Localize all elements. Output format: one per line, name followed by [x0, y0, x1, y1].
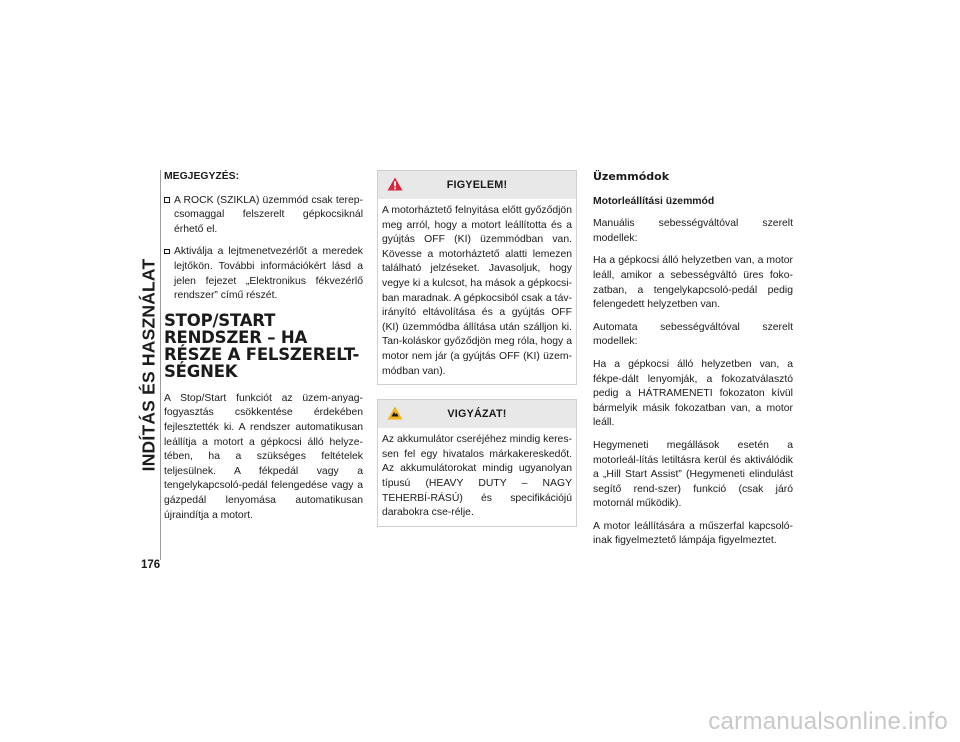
column-left — [164, 170, 363, 531]
caution-triangle-icon — [387, 406, 403, 420]
square-bullet-icon — [164, 197, 170, 203]
body-paragraph: Ha a gépkocsi álló helyzetben van, a motor leáll, amikor a sebességváltó üres foko-zatban, a tengelykapcsoló-pedál pedig felengedett helyzetben van. — [593, 255, 793, 311]
caution-box — [377, 399, 577, 527]
body-paragraph: Ha a gépkocsi álló helyzetben van, a fékpe-dált lenyomják, a fokozatválasztó pedig a HÁTRAMENETI fokozaton kívül bármelyik másik fokozatban van, a motor leáll. — [593, 358, 793, 429]
note-item-text: A ROCK (SZIKLA) üzemmód csak terep-csomaggal felszerelt gépkocsiknál érhető el. — [174, 194, 363, 235]
caution-box-text: Az akkumulátor cseréjéhez mindig keres-sen fel egy hivatalos márkakereskedőt. Az akkumulátorokat mindig ugyanolyan típusú (HEAVY DUTY – NAGY TEHERBÍ-RÁSÚ) és specifikációjú darabokra cse-rélje. — [382, 434, 572, 519]
note-item — [164, 245, 363, 303]
body-paragraph: Automata sebességváltóval szerelt modellek: — [593, 321, 793, 348]
square-bullet-icon — [164, 249, 170, 255]
modes-heading: Üzemmódok — [593, 170, 670, 183]
warning-triangle-icon — [387, 177, 403, 191]
body-paragraph: Manuális sebességváltóval szerelt modellek: — [593, 218, 793, 244]
caution-box-header — [378, 400, 576, 428]
column-middle — [377, 170, 577, 541]
warning-box — [377, 170, 577, 385]
warning-box-title: FIGYELEM! — [446, 179, 508, 191]
note-item-text: Aktiválja a lejtmenetvezérlőt a meredek lejtőkön. További információkért lásd a jelen fejezet „Elektronikus fékvezérlő rendszer” című részét. — [174, 246, 363, 302]
watermark: carmanualsonline.info — [708, 708, 948, 735]
side-section-title-text: INDÍTÁS ÉS HASZNÁLAT — [138, 258, 159, 472]
column-right — [593, 170, 793, 557]
page-number: 176 — [141, 559, 161, 571]
side-divider — [160, 170, 161, 560]
note-list — [164, 194, 363, 304]
note-item — [164, 194, 363, 238]
body-paragraph: A motor leállítására a műszerfal kapcsoló-inak figyelmeztető lámpája figyelmeztet. — [593, 520, 793, 547]
engine-stop-mode-heading: Motorleállítási üzemmód — [593, 195, 715, 207]
side-section-title — [136, 170, 162, 560]
caution-box-title: VIGYÁZAT! — [447, 408, 507, 421]
body-paragraph: Hegymeneti megállások esetén a motorleál-lítás letiltásra kerül és aktiválódik a „Hill Start Assist” (Hegymeneti elindulást segítő rend-szer) funkció (csak járó motornál működik). — [593, 439, 793, 510]
warning-box-text: A motorháztető felnyitása előtt győződjön meg arról, hogy a motort leállította és a gyújtás OFF (KI) üzemmódban van. Kövesse a motorháztető alatti lemezen található jelzéseket. Javasoljuk, hogy vegye ki a kulcsot, ha mások a gépkocsi-ban maradnak. A gépkocsiból csak a táv-irányító eltávolítása és a gyújtás OFF (KI) üzemmódba állítása után szálljon ki. Tan-koláskor győződjön meg róla, hogy a motor nem jár (a gyújtás OFF (KI) üzem-módban van). — [382, 205, 572, 377]
section-heading: STOP/START RENDSZER – HA RÉSZE A FELSZERELT-SÉGNEK — [164, 310, 360, 381]
warning-box-header — [378, 171, 576, 199]
intro-paragraph: A Stop/Start funkciót az üzem-anyag-fogyasztás csökkentése érdekében fejlesztették ki. A rendszer automatikusan leállítja a motort a gépkocsi álló helyze-tében, ha a szükséges feltételek teljesülnek. A fékpedál vagy a tengelykapcsoló-pedál felengedése vagy a gázpedál lenyomása automatikusan újraindítja a motort. — [164, 392, 363, 521]
note-heading: MEGJEGYZÉS: — [164, 171, 240, 182]
